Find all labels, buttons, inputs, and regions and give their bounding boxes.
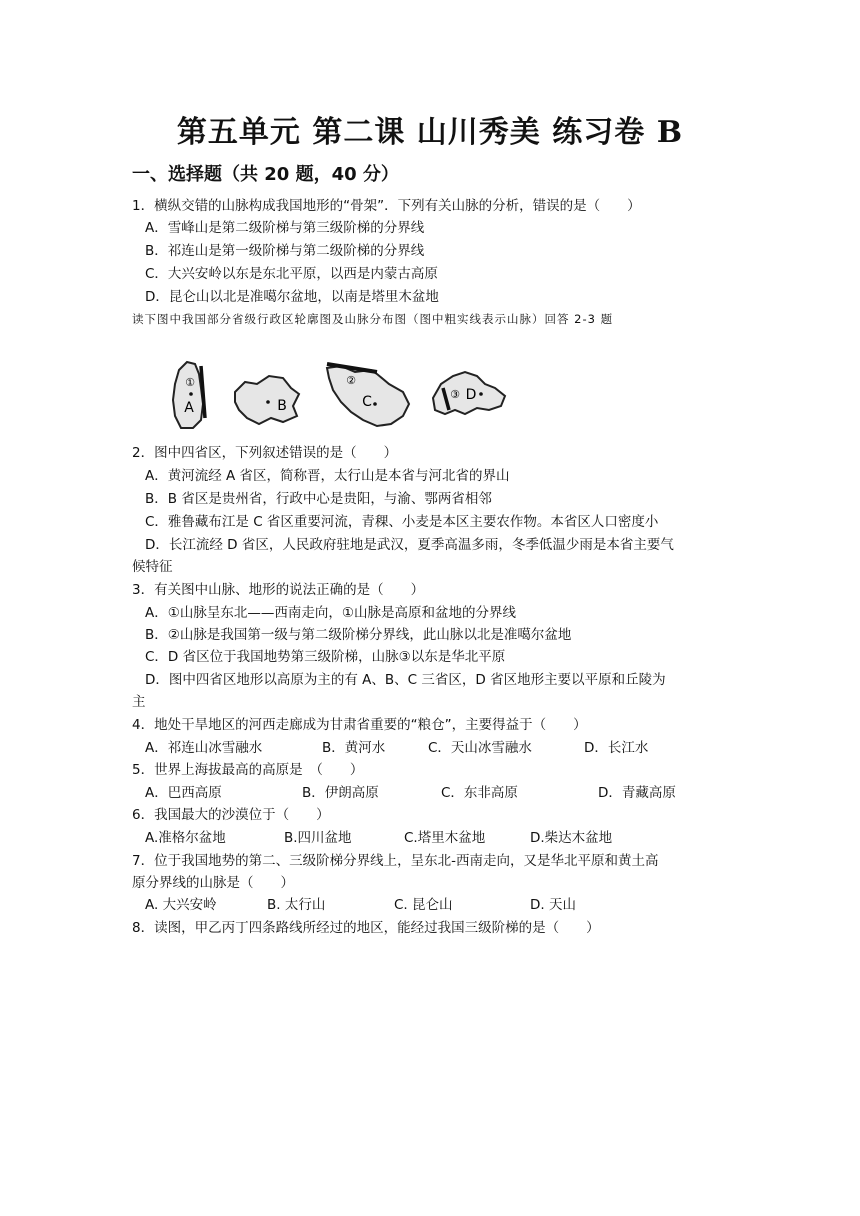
city-dot-d <box>479 392 483 396</box>
question-1-option-d: D．昆仑山以北是准噶尔盆地，以南是塔里木盆地 <box>145 289 439 305</box>
question-5-option-d: D．青藏高原 <box>598 785 676 801</box>
question-6-option-c: C.塔里木盆地 <box>404 830 486 846</box>
question-1-option-a: A．雪峰山是第二级阶梯与第三级阶梯的分界线 <box>145 220 425 236</box>
question-8-stem: 8．读图，甲乙丙丁四条路线所经过的地区，能经过我国三级阶梯的是（ ） <box>132 920 600 936</box>
question-7-stem: 7．位于我国地势的第二、三级阶梯分界线上，呈东北-西南走向，又是华北平原和黄土高 <box>132 853 659 869</box>
city-dot-c <box>373 402 377 406</box>
question-7-option-b: B. 太行山 <box>267 897 326 913</box>
mark-2-label: ② <box>346 374 356 387</box>
question-3-stem: 3．有关图中山脉、地形的说法正确的是（ ） <box>132 582 425 598</box>
question-4-option-c: C．天山冰雪融水 <box>428 740 532 756</box>
mark-1-label: ① <box>185 376 195 389</box>
question-2-option-d-cont: 候特征 <box>132 559 173 575</box>
page-title: 第五单元 第二课 山川秀美 练习卷 B <box>176 115 684 150</box>
figure-instruction: 读下图中我国部分省级行政区轮廓图及山脉分布图（图中粗实线表示山脉）回答 2-3 题 <box>132 312 614 326</box>
province-b-label: B <box>277 398 287 414</box>
question-6-option-a: A.准格尔盆地 <box>145 830 226 846</box>
question-5-option-c: C．东非高原 <box>441 785 518 801</box>
mark-3-label: ③ <box>450 388 460 401</box>
question-6-options <box>145 828 612 848</box>
province-c-label: C <box>362 394 372 410</box>
question-4-option-b: B．黄河水 <box>322 740 386 756</box>
province-outline-figure <box>165 352 520 434</box>
city-dot-b <box>266 400 270 404</box>
question-4-option-d: D．长江水 <box>584 740 649 756</box>
question-2-option-a: A．黄河流经 A 省区，简称晋，太行山是本省与河北省的界山 <box>145 468 510 484</box>
question-3-option-d-cont: 主 <box>132 694 146 710</box>
question-2-option-b: B．B 省区是贵州省，行政中心是贵阳，与渝、鄂两省相邻 <box>145 491 492 507</box>
question-6-option-b: B.四川盆地 <box>284 830 352 846</box>
question-4-stem: 4．地处干旱地区的河西走廊成为甘肃省重要的“粮仓”，主要得益于（ ） <box>132 717 587 733</box>
question-5-stem: 5．世界上海拔最高的高原是 （ ） <box>132 762 364 778</box>
question-2-option-c: C．雅鲁藏布江是 C 省区重要河流，青稞、小麦是本区主要农作物。本省区人口密度小 <box>145 514 659 530</box>
question-6-option-d: D.柴达木盆地 <box>530 830 613 846</box>
question-3-option-c: C．D 省区位于我国地势第三级阶梯，山脉③以东是华北平原 <box>145 649 506 665</box>
question-1-option-c: C．大兴安岭以东是东北平原，以西是内蒙古高原 <box>145 266 438 282</box>
province-outline-map <box>165 352 520 434</box>
question-4-options <box>145 738 648 758</box>
section-heading: 一、选择题（共 20 题，40 分） <box>132 164 399 185</box>
question-5-options <box>145 783 676 803</box>
province-d-label: D <box>465 387 477 403</box>
question-2-stem: 2．图中四省区，下列叙述错误的是（ ） <box>132 445 398 461</box>
question-1-option-b: B．祁连山是第一级阶梯与第二级阶梯的分界线 <box>145 243 425 259</box>
question-5-option-b: B．伊朗高原 <box>302 785 379 801</box>
question-6-stem: 6．我国最大的沙漠位于（ ） <box>132 807 330 823</box>
question-7-option-d: D. 天山 <box>530 897 576 913</box>
question-5-option-a: A．巴西高原 <box>145 785 222 801</box>
province-a-outline <box>173 362 203 428</box>
question-3-option-a: A．①山脉呈东北——西南走向，①山脉是高原和盆地的分界线 <box>145 605 516 621</box>
province-a-label: A <box>184 400 194 416</box>
question-7-option-a: A. 大兴安岭 <box>145 897 217 913</box>
province-b-outline <box>235 376 299 424</box>
question-7-option-c: C. 昆仑山 <box>394 897 453 913</box>
question-3-option-b: B．②山脉是我国第一级与第二级阶梯分界线，此山脉以北是准噶尔盆地 <box>145 627 572 643</box>
question-7-stem-cont: 原分界线的山脉是（ ） <box>132 875 294 891</box>
question-3-option-d: D．图中四省区地形以高原为主的有 A、B、C 三省区，D 省区地形主要以平原和丘陵为 <box>145 672 666 688</box>
question-1-stem: 1．横纵交错的山脉构成我国地形的“骨架”．下列有关山脉的分析，错误的是（ ） <box>132 198 641 214</box>
question-7-options <box>145 895 576 915</box>
question-4-option-a: A．祁连山冰雪融水 <box>145 740 263 756</box>
city-dot-a <box>189 392 193 396</box>
question-2-option-d: D．长江流经 D 省区，人民政府驻地是武汉，夏季高温多雨，冬季低温少雨是本省主要气 <box>145 537 674 553</box>
